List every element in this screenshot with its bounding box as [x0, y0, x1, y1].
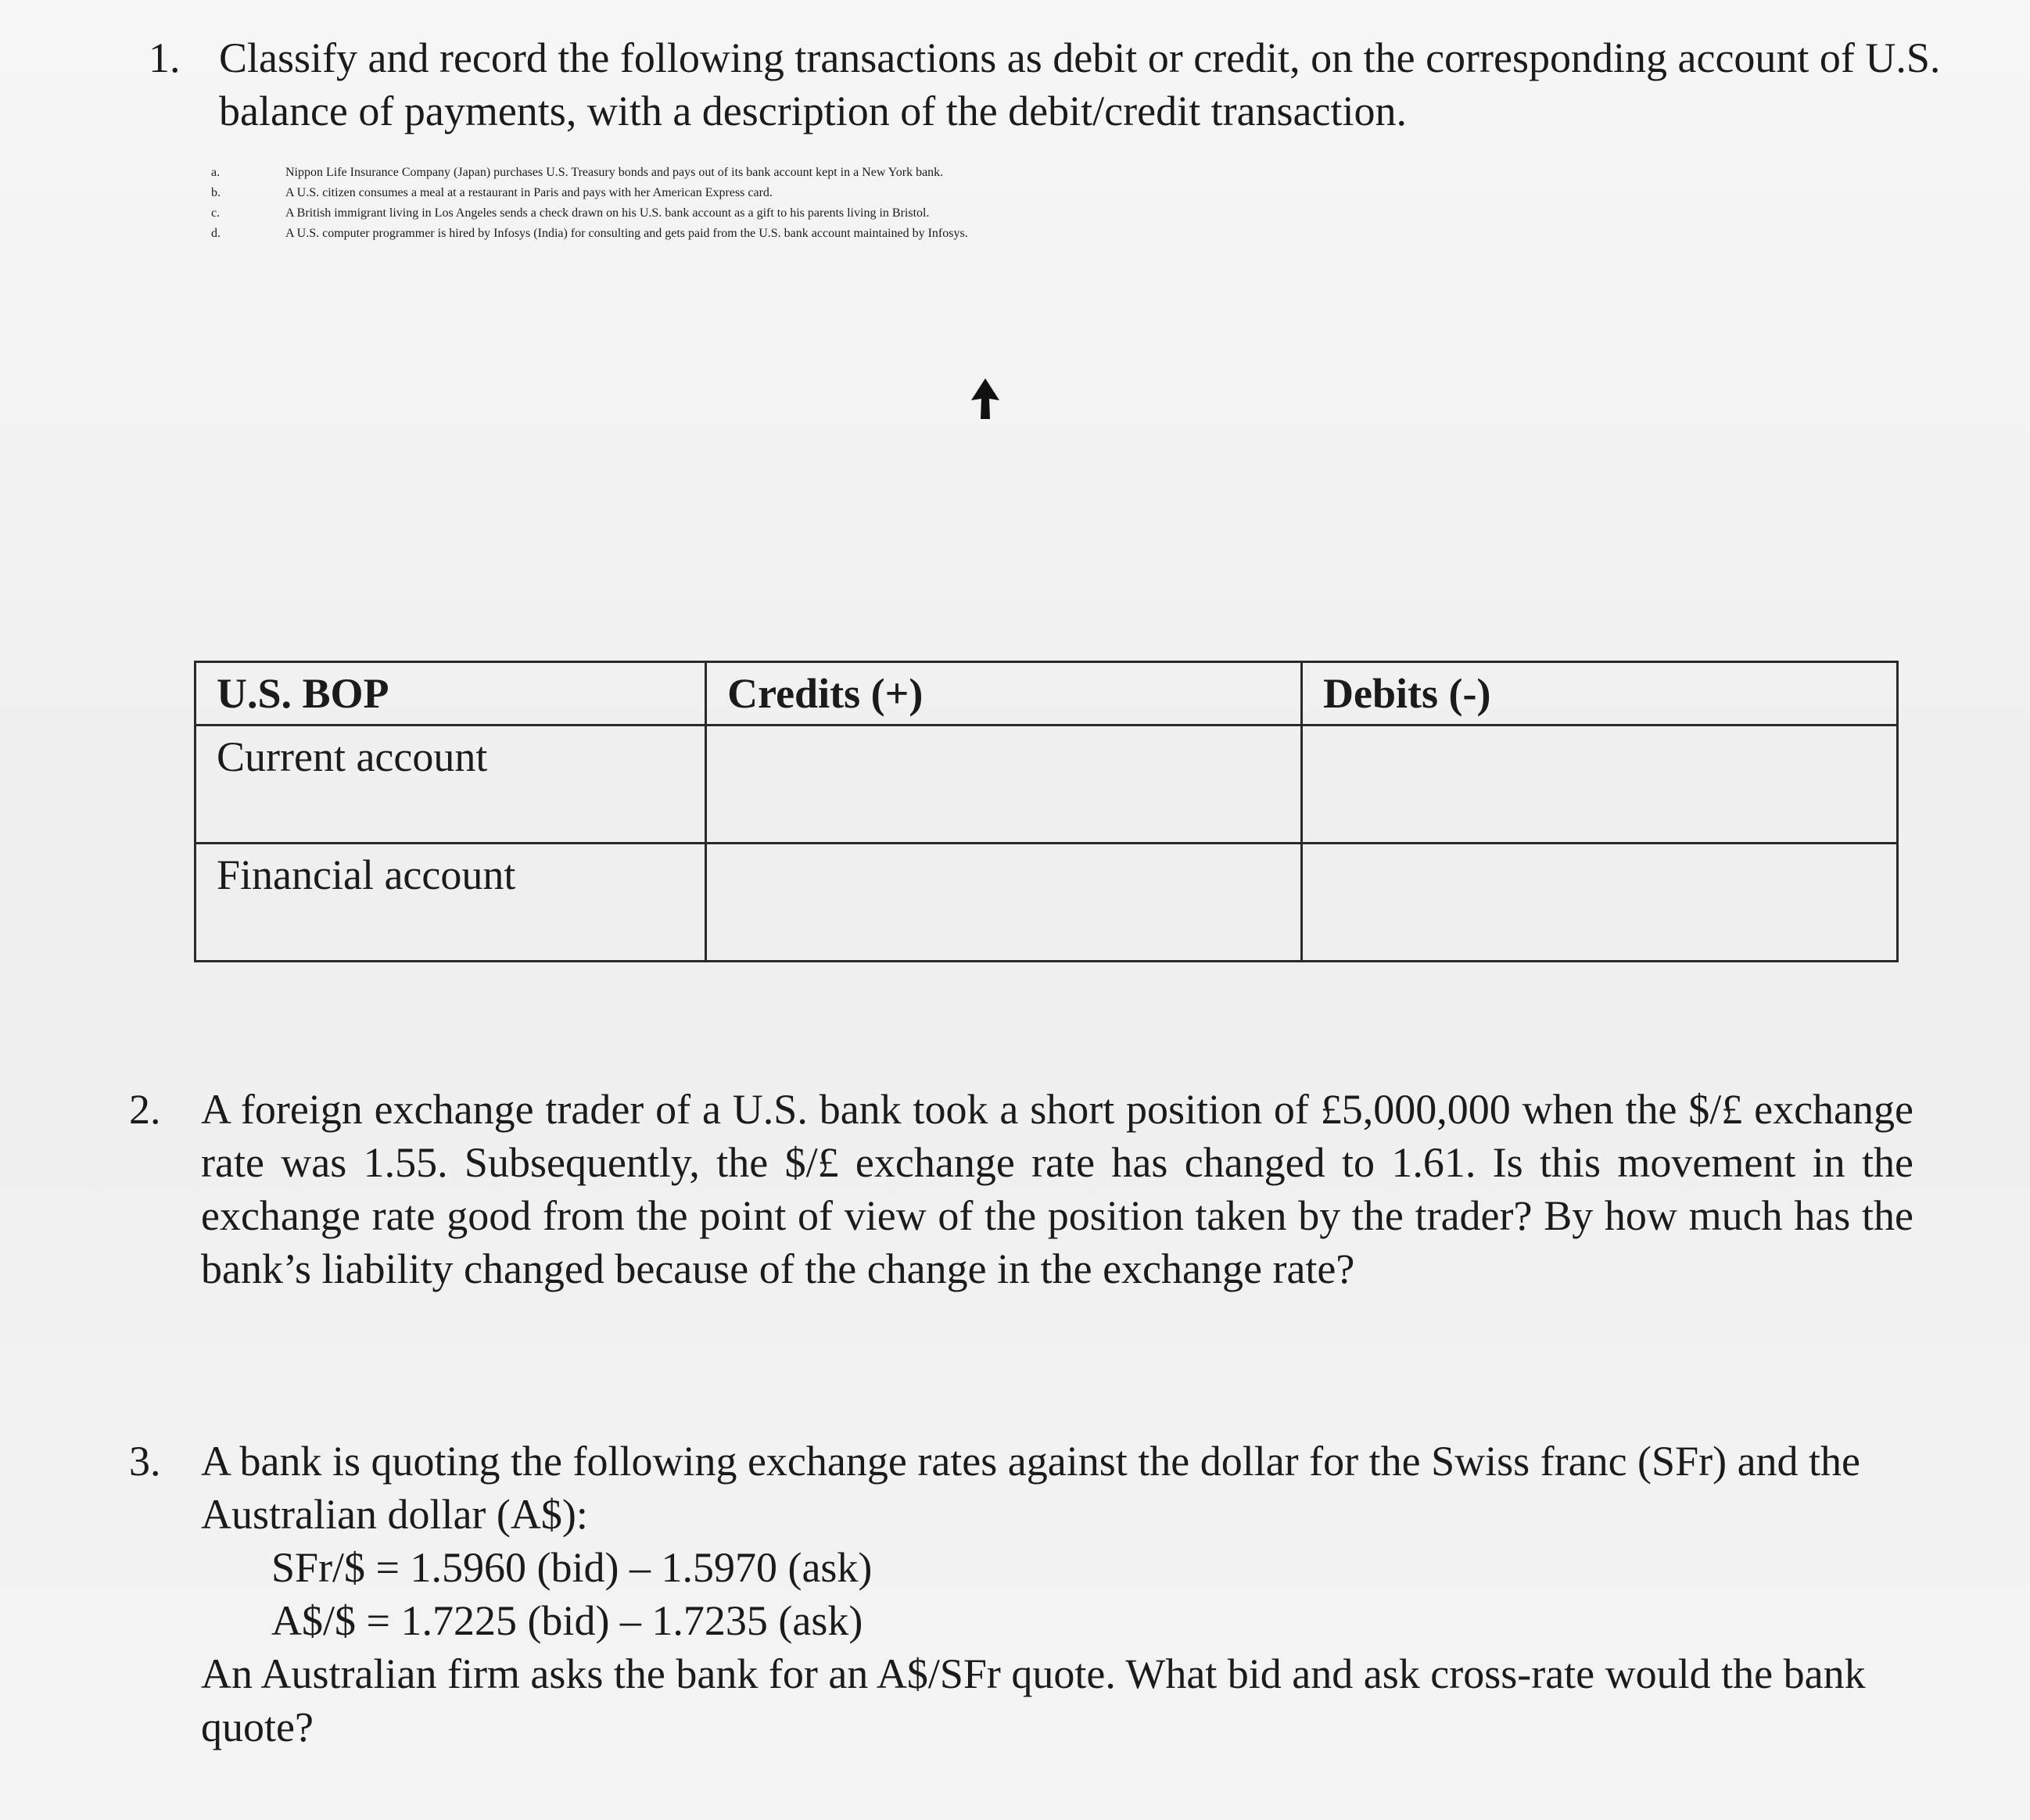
current-account-credits-cell[interactable] — [706, 725, 1302, 844]
item-text: Nippon Life Insurance Company (Japan) purchases U.S. Treasury bonds and pays out of its bank account kept in a New York bank. — [285, 166, 944, 179]
item-letter: b. — [211, 186, 221, 199]
question-2-text: A foreign exchange trader of a U.S. bank took a short position of £5,000,000 when the $/£ exchange rate was 1.55. Subsequently, the $/£ exchange rate has changed to 1.61. Is this movement in the exchange rate good from the point of view of the position taken by the trader? By how much has the bank’s liability changed because of the change in the exchange rate? — [201, 1086, 1913, 1292]
question-1-number: 1. — [149, 34, 181, 81]
row-label-financial-account: Financial account — [195, 844, 706, 962]
question-3-body — [201, 1435, 1913, 1754]
item-text: A U.S. citizen consumes a meal at a restaurant in Paris and pays with her American Express card. — [285, 186, 773, 199]
item-letter: d. — [211, 227, 221, 240]
table-row — [195, 844, 1898, 962]
row-label-current-account: Current account — [195, 725, 706, 844]
question-3-intro: A bank is quoting the following exchange rates against the dollar for the Swiss franc (SFr) and the Australian dollar (A$): — [201, 1438, 1861, 1538]
question-1-prompt: Classify and record the following transactions as debit or credit, on the corresponding account of U.S. balance of payments, with a description of the debit/credit transaction. — [219, 34, 1941, 134]
transaction-item-a — [211, 166, 1924, 180]
table-row — [195, 725, 1898, 844]
financial-account-debits-cell[interactable] — [1302, 844, 1898, 962]
item-letter: a. — [211, 166, 221, 179]
item-text: A U.S. computer programmer is hired by Infosys (India) for consulting and gets paid from the U.S. bank account maintained by Infosys. — [285, 227, 968, 240]
item-text: A British immigrant living in Los Angeles sends a check drawn on his U.S. bank account as a gift to his parents living in Bristol. — [285, 206, 930, 220]
question-3-number: 3. — [129, 1438, 161, 1485]
bop-table — [194, 661, 1899, 962]
item-letter: c. — [211, 206, 221, 220]
header-debits: Debits (-) — [1302, 662, 1898, 725]
header-us-bop: U.S. BOP — [195, 662, 706, 725]
rate-quote-aud: A$/$ = 1.7225 (bid) – 1.7235 (ask) — [271, 1597, 863, 1644]
question-2-number: 2. — [129, 1086, 161, 1133]
financial-account-credits-cell[interactable] — [706, 844, 1302, 962]
header-credits: Credits (+) — [706, 662, 1302, 725]
rate-quote-sfr: SFr/$ = 1.5960 (bid) – 1.5970 (ask) — [271, 1544, 873, 1591]
transaction-item-d — [211, 227, 1924, 241]
bop-table-header-row — [195, 662, 1898, 725]
transaction-list — [211, 166, 1924, 247]
current-account-debits-cell[interactable] — [1302, 725, 1898, 844]
question-3-question: An Australian firm asks the bank for an A$/SFr quote. What bid and ask cross-rate would the bank quote? — [201, 1650, 1866, 1750]
transaction-item-b — [211, 186, 1924, 200]
mouse-pointer-icon — [970, 377, 1001, 425]
transaction-item-c — [211, 206, 1924, 220]
